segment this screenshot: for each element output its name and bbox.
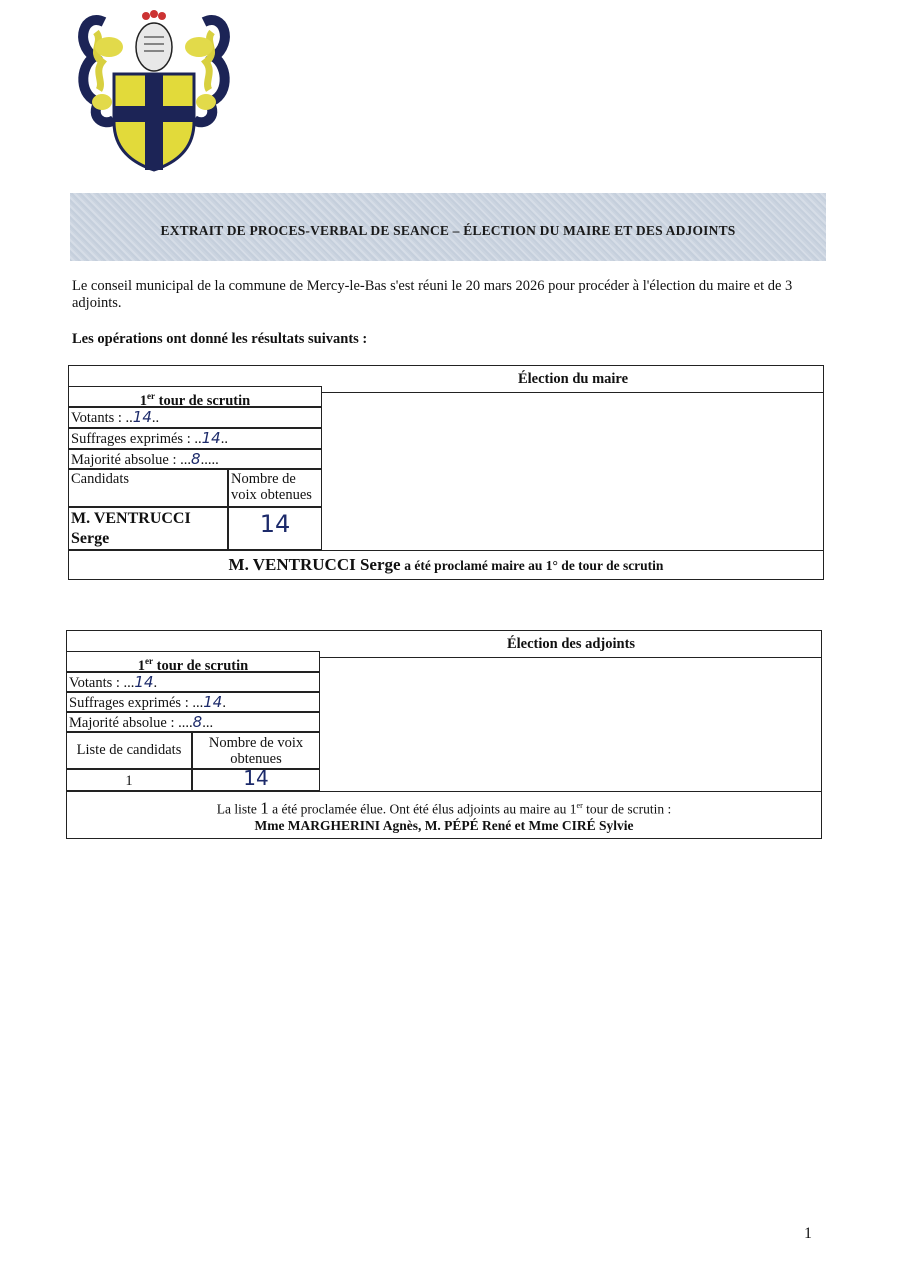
proclamation-part-a: La liste <box>216 801 257 817</box>
exprimes-value: 14 <box>201 429 221 447</box>
adjoints-col-voix: Nombre de voix obtenues <box>192 732 320 769</box>
adjoints-list-number: 1 <box>66 769 192 791</box>
document-title: EXTRAIT DE PROCES-VERBAL DE SEANCE – ÉLECTION DU MAIRE ET DES ADJOINTS <box>160 223 736 238</box>
round-number: 1 <box>137 657 146 674</box>
votants-value: 14 <box>134 673 154 691</box>
maire-candidate: M. VENTRUCCI Serge <box>68 507 228 550</box>
proclamation-line-1 <box>68 798 820 818</box>
maire-proclamation <box>68 550 824 580</box>
proclamation-sup: er <box>576 801 583 810</box>
proclamation-text: a été proclamé maire au 1° de tour de scrutin <box>404 558 664 573</box>
maire-round <box>68 386 322 407</box>
adjoints-majorite: Majorité absolue : ....8... <box>66 712 320 732</box>
page-number: 1 <box>804 1225 812 1242</box>
adjoints-round <box>66 651 320 672</box>
adjoints-exprimes: Suffrages exprimés : ...14. <box>66 692 320 712</box>
round-label: tour de scrutin <box>158 392 251 409</box>
adjoints-col-liste: Liste de candidats <box>66 732 192 769</box>
proclamation-part-c: tour de scrutin : <box>586 801 672 817</box>
exprimes-value: 14 <box>203 693 223 711</box>
adjoints-title: Élection des adjoints <box>320 630 822 658</box>
round-number: 1 <box>139 392 148 409</box>
proclamation-name: M. VENTRUCCI Serge <box>228 555 401 574</box>
exprimes-label: Suffrages exprimés : ... <box>69 695 204 711</box>
maire-col-voix: Nombre de voix obtenues <box>228 469 322 507</box>
adjoints-list-votes <box>192 766 320 791</box>
majorite-value: 8 <box>191 450 201 468</box>
maire-col-candidats: Candidats <box>68 469 228 507</box>
maire-majorite: Majorité absolue : ...8..... <box>68 449 322 469</box>
adjoints-proclamation <box>66 791 822 839</box>
votants-label: Votants : ... <box>69 675 135 691</box>
exprimes-label: Suffrages exprimés : .. <box>71 431 202 447</box>
list-votes-value: 14 <box>243 766 269 790</box>
candidate-votes-value: 14 <box>259 510 291 538</box>
majorite-label: Majorité absolue : .... <box>69 715 193 731</box>
votants-label: Votants : .. <box>71 410 133 426</box>
maire-title: Élection du maire <box>322 365 824 393</box>
majorite-value: 8 <box>192 713 203 731</box>
title-banner <box>70 193 826 261</box>
intro-paragraph: Le conseil municipal de la commune de Mercy-le-Bas s'est réuni le 20 mars 2026 pour procéder à l'élection du maire et de 3 adjoints. <box>72 278 793 311</box>
majorite-label: Majorité absolue : ... <box>71 452 192 468</box>
adjoints-votants: Votants : ...14. <box>66 672 320 692</box>
results-heading: Les opérations ont donné les résultats suivants : <box>72 331 368 347</box>
proclamation-line-2: Mme MARGHERINI Agnès, M. PÉPÉ René et Mme CIRÉ Sylvie <box>254 817 634 833</box>
round-sup: er <box>145 656 154 666</box>
coat-of-arms-logo <box>74 2 234 172</box>
round-label: tour de scrutin <box>156 657 249 674</box>
maire-candidate-votes <box>228 507 322 550</box>
proclamation-list-num: 1 <box>260 798 269 818</box>
proclamation-part-b: a été proclamée élue. Ont été élus adjoints au maire au 1 <box>272 801 577 817</box>
maire-exprimes: Suffrages exprimés : ..14.. <box>68 428 322 449</box>
round-sup: er <box>147 391 156 401</box>
votants-value: 14 <box>132 408 152 426</box>
maire-votants: Votants : ..14.. <box>68 407 322 428</box>
